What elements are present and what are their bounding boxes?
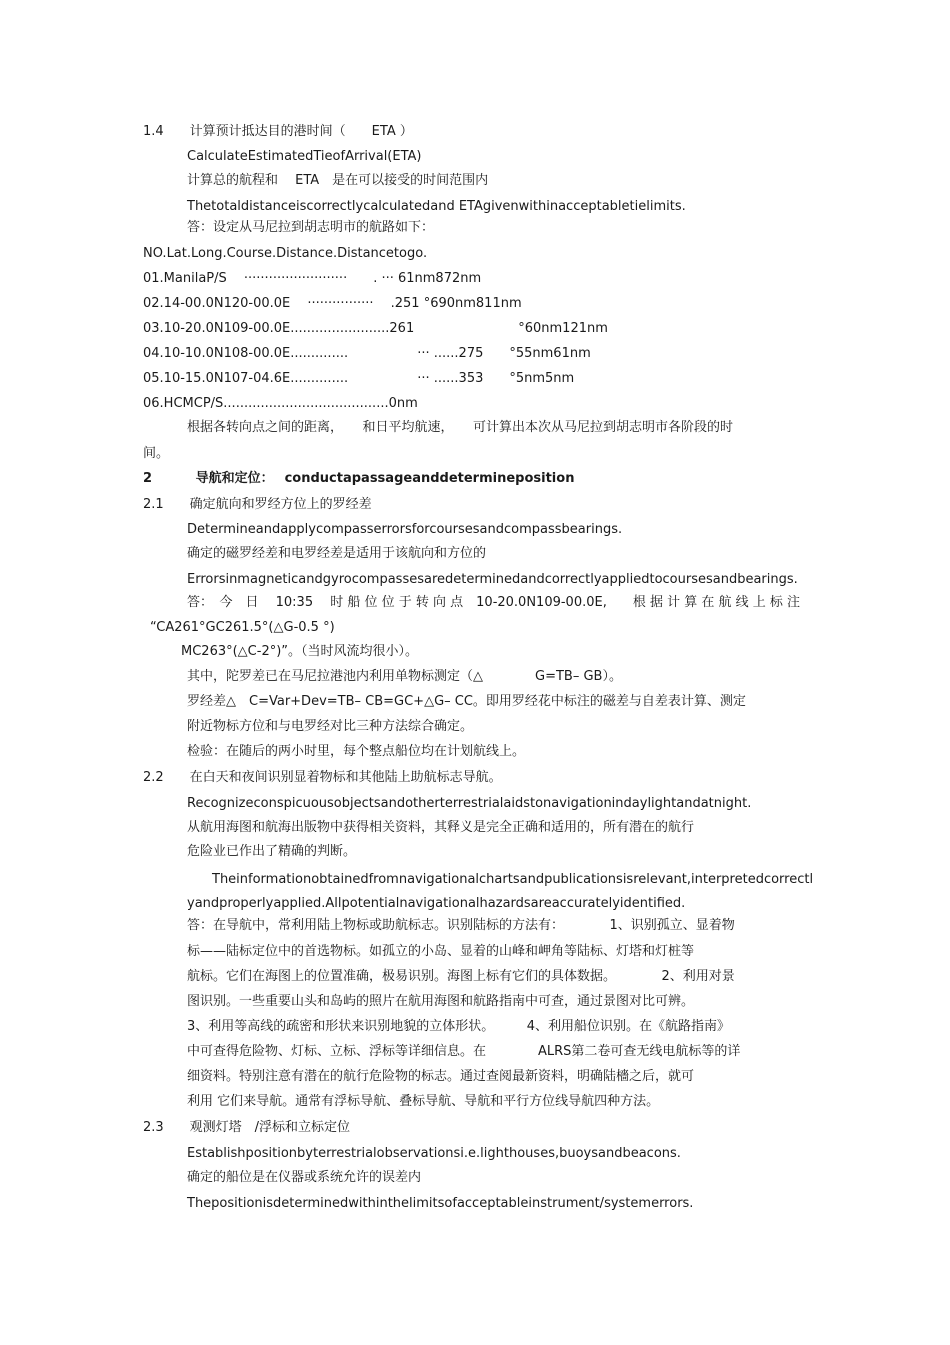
text-line: Thepositionisdeterminedwithinthelimitsofacceptableinstrument/systemerrors.	[187, 1196, 694, 1211]
text-line: 确定的船位是在仪器或系统允许的误差内	[187, 1170, 422, 1185]
text-line: 03.10-20.0N109-00.0E........................261 °60nm121nm	[143, 321, 608, 336]
text-line: 根据各转向点之间的距离， 和日平均航速， 可计算出本次从马尼拉到胡志明市各阶段的时	[187, 420, 734, 435]
text-line: 危险业已作出了精确的判断。	[187, 844, 357, 859]
text-line: NO.Lat.Long.Course.Distance.Distancetogo.	[143, 246, 428, 261]
text-line: 中可查得危险物、灯标、立标、浮标等详细信息。在 ALRS第二卷可查无线电航标等的详	[187, 1044, 741, 1059]
text-line: yandproperlyapplied.Allpotentialnavigationalhazardsareaccuratelyidentified.	[187, 896, 686, 911]
text-line: 检验：在随后的两小时里，每个整点船位均在计划航线上。	[187, 744, 526, 759]
text-line: 答： 今 日 10:35 时 船 位 位 于 转 向 点 10-20.0N109-00.0E, 根 据 计 算 在 航 线 上 标 注	[187, 595, 801, 610]
text-line: 2 导航和定位： conductapassageanddetermineposition	[143, 471, 575, 486]
text-line: 答：在导航中，常利用陆上物标或助航标志。识别陆标的方法有： 1、识别孤立、显着物	[187, 918, 735, 933]
text-line: Theinformationobtainedfromnavigationalchartsandpublicationsisrelevant,interpretedcorrectl	[212, 872, 814, 887]
text-line: Establishpositionbyterrestrialobservationsi.e.lighthouses,buoysandbeacons.	[187, 1146, 681, 1161]
text-line: MC263°(△C-2°)”。（当时风流均很小）。	[181, 644, 419, 659]
text-line: Determineandapplycompasserrorsforcoursesandcompassbearings.	[187, 522, 623, 537]
text-line: 细资料。特别注意有潜在的航行危险物的标志。通过查阅最新资料，明确陆檣之后，就可	[187, 1069, 695, 1084]
text-line: 图识别。一些重要山头和岛屿的照片在航用海图和航路指南中可查，通过景图对比可辨。	[187, 994, 695, 1009]
text-line: 确定的磁罗经差和电罗经差是适用于该航向和方位的	[187, 546, 487, 561]
text-line: Recognizeconspicuousobjectsandotherterrestrialaidstonavigationindaylightandatnight.	[187, 796, 752, 811]
text-line: 01.ManilaP/S ························· . ··· 61nm872nm	[143, 271, 482, 286]
text-line: 2.1 确定航向和罗经方位上的罗经差	[143, 497, 372, 512]
text-line: CalculateEstimatedTieofArrival(ETA)	[187, 149, 422, 164]
text-line: 其中，陀罗差已在马尼拉港池内利用单物标测定（△ G=TB– GB）。	[187, 669, 622, 684]
text-line: 04.10-10.0N108-00.0E.............. ··· ......275 °55nm61nm	[143, 346, 591, 361]
text-line: Errorsinmagneticandgyrocompassesaredeterminedandcorrectlyappliedtocoursesandbearings.	[187, 572, 798, 587]
text-line: 航标。它们在海图上的位置准确，极易识别。海图上标有它们的具体数据。 2、利用对景	[187, 969, 735, 984]
text-line: 间。	[143, 446, 170, 461]
text-line: 3、利用等高线的疏密和形状来识别地貌的立体形状。 4、利用船位识别。在《航路指南》	[187, 1019, 731, 1034]
text-line: 罗经差△ C=Var+Dev=TB– CB=GC+△G– CC。即用罗经花中标注的磁差与自差表计算、测定	[187, 694, 746, 709]
text-line: 2.3 观测灯塔 /浮标和立标定位	[143, 1120, 351, 1135]
text-line: 计算总的航程和 ETA 是在可以接受的时间范围内	[187, 173, 489, 188]
text-line: 附近物标方位和与电罗经对比三种方法综合确定。	[187, 719, 474, 734]
text-line: 02.14-00.0N120-00.0E ················ .251 °690nm811nm	[143, 296, 522, 311]
text-line: 05.10-15.0N107-04.6E.............. ··· ......353 °5nm5nm	[143, 371, 575, 386]
text-line: “CA261°GC261.5°(△G-0.5 °)	[150, 620, 335, 635]
text-line: 06.HCMCP/S........................................0nm	[143, 396, 418, 411]
text-line: Thetotaldistanceiscorrectlycalculatedand ETAgivenwithinacceptabletielimits.	[187, 199, 686, 214]
text-line: 2.2 在白天和夜间识别显着物标和其他陆上助航标志导航。	[143, 770, 502, 785]
text-line: 答：设定从马尼拉到胡志明市的航路如下：	[187, 220, 435, 235]
text-line: 标——陆标定位中的首选物标。如孤立的小岛、显着的山峰和岬角等陆标、灯塔和灯桩等	[187, 944, 695, 959]
text-line: 从航用海图和航海出版物中获得相关资料，其释义是完全正确和适用的，所有潜在的航行	[187, 820, 695, 835]
text-line: 1.4 计算预计抵达目的港时间（ ETA ）	[143, 124, 413, 139]
text-line: 利用 它们来导航。通常有浮标导航、叠标导航、导航和平行方位线导航四种方法。	[187, 1094, 660, 1109]
